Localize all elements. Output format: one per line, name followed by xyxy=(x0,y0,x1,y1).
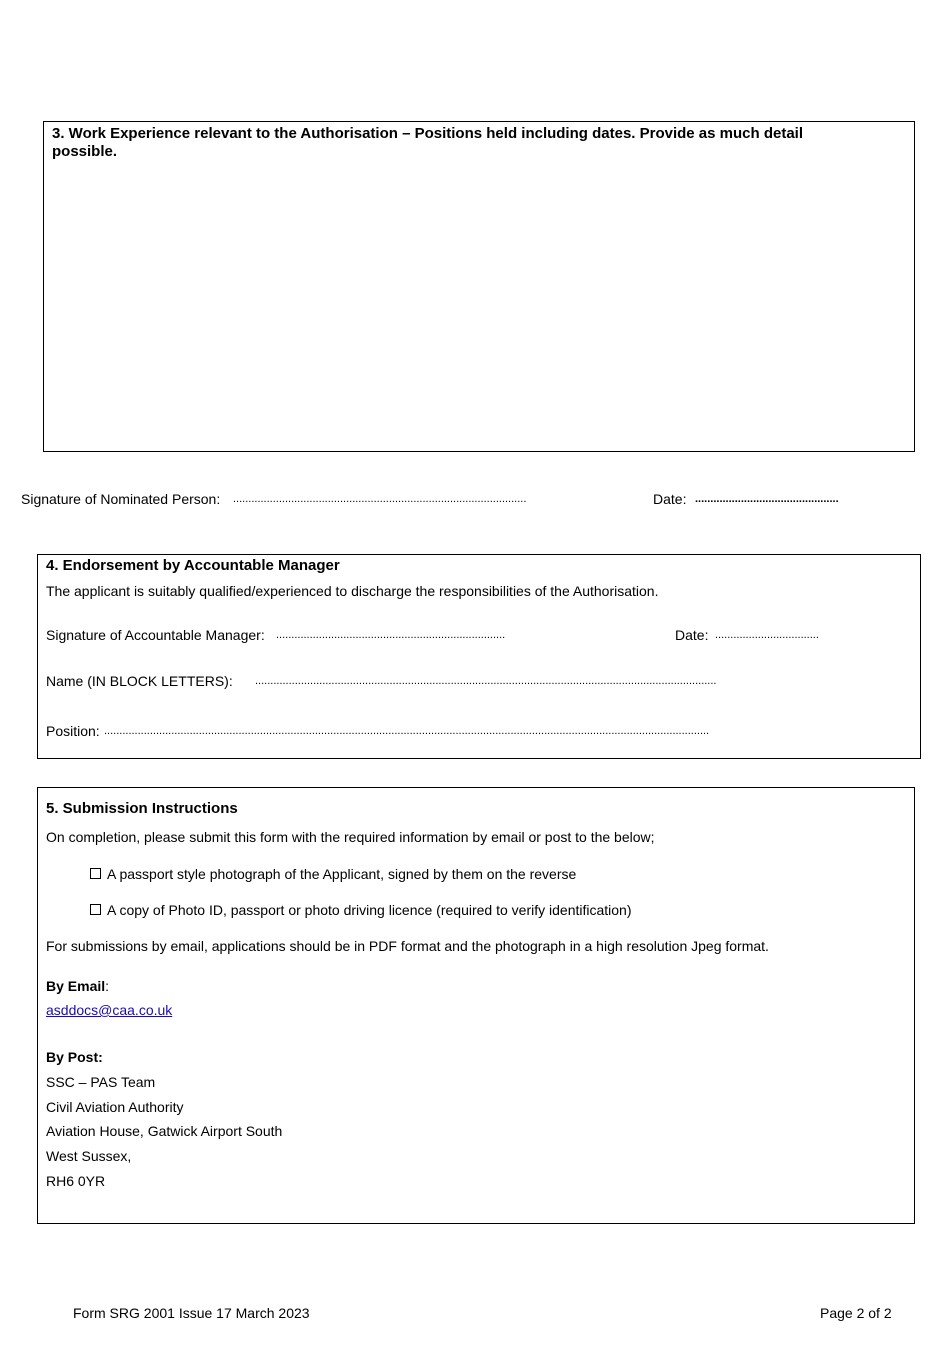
section5-title: 5. Submission Instructions xyxy=(46,800,238,817)
footer-form-id: Form SRG 2001 Issue 17 March 2023 xyxy=(73,1305,310,1321)
manager-position-field[interactable]: ...................................................................................................................................................................................................... xyxy=(104,725,710,737)
checklist-item-label: A passport style photograph of the Applicant, signed by them on the reverse xyxy=(107,866,577,882)
section3-title-line1: 3. Work Experience relevant to the Authorisation – Positions held including dates. Provide as much detail xyxy=(52,125,804,142)
by-email-colon: : xyxy=(105,978,110,994)
manager-signature-field[interactable]: ........................................................................... xyxy=(276,629,506,641)
by-post-heading: By Post: xyxy=(46,1049,103,1065)
checkbox-icon[interactable] xyxy=(90,868,101,879)
manager-date-label: Date: xyxy=(675,627,709,643)
checklist-item-photograph[interactable] xyxy=(90,865,576,883)
submission-box xyxy=(37,787,915,1224)
by-email-label: By Email xyxy=(46,978,106,994)
nominated-signature-field[interactable]: ................................................................................................ xyxy=(233,493,527,505)
checklist-item-label: A copy of Photo ID, passport or photo driving licence (required to verify identification) xyxy=(107,902,632,918)
email-format-note: For submissions by email, applications should be in PDF format and the photograph in a high resolution Jpeg format. xyxy=(46,938,769,954)
manager-date-field[interactable]: .................................. xyxy=(715,629,819,641)
work-experience-box[interactable] xyxy=(43,121,915,452)
manager-name-field[interactable]: ....................................................................................................................................................... xyxy=(255,675,717,687)
section4-title: 4. Endorsement by Accountable Manager xyxy=(46,557,340,574)
manager-signature-label: Signature of Accountable Manager: xyxy=(46,627,265,643)
section3-title-line2: possible. xyxy=(52,143,118,160)
endorsement-box xyxy=(37,554,921,759)
checklist-item-photo-id[interactable] xyxy=(90,901,632,919)
by-email-heading xyxy=(46,977,109,995)
checkbox-icon[interactable] xyxy=(90,904,101,915)
address-line: RH6 0YR xyxy=(46,1173,106,1189)
address-line: SSC – PAS Team xyxy=(46,1074,156,1090)
manager-name-label: Name (IN BLOCK LETTERS): xyxy=(46,673,233,689)
section5-intro: On completion, please submit this form with the required information by email or post to the below; xyxy=(46,829,655,845)
section4-statement: The applicant is suitably qualified/experienced to discharge the responsibilities of the Authorisation. xyxy=(46,583,659,599)
nominated-signature-label: Signature of Nominated Person: xyxy=(21,491,221,507)
manager-position-label: Position: xyxy=(46,723,100,739)
address-line: Civil Aviation Authority xyxy=(46,1099,184,1115)
nominated-date-field[interactable]: ............................................... xyxy=(695,493,839,505)
footer-page-number: Page 2 of 2 xyxy=(820,1305,892,1321)
address-line: West Sussex, xyxy=(46,1148,132,1164)
nominated-date-label: Date: xyxy=(653,491,687,507)
address-line: Aviation House, Gatwick Airport South xyxy=(46,1123,283,1139)
email-link[interactable]: asddocs@caa.co.uk xyxy=(46,1002,173,1018)
